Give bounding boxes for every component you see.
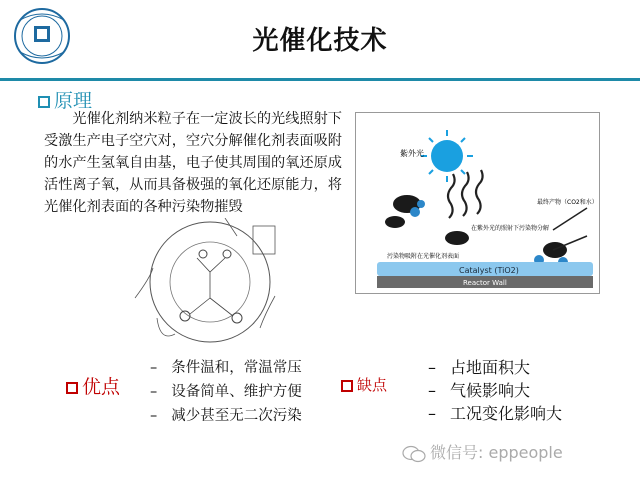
advantages-list — [150, 356, 302, 428]
adsorbed-label: 污染物吸附在光催化剂表面 — [387, 253, 460, 260]
list-item: – 占地面积大 — [428, 356, 562, 379]
disadvantages-heading — [341, 374, 387, 395]
wall-label: Reactor Wall — [463, 279, 507, 287]
disadvantages-label: 缺点 — [357, 376, 388, 394]
catalyst-label: Catalyst (TiO2) — [459, 266, 519, 275]
square-bullet-icon — [341, 380, 353, 392]
list-item: – 设备简单、维护方便 — [150, 380, 302, 404]
watermark — [402, 440, 563, 463]
watermark-text: 微信号: eppeople — [430, 443, 563, 462]
list-item: – 工况变化影响大 — [428, 402, 562, 425]
principle-paragraph: 光催化剂纳米粒子在一定波长的光线照射下受激生产电子空穴对，空穴分解催化剂表面吸附的水产生氢氧自由基，电子使其周围的氧还原成活性离子氧，从而具备极强的氧化还原能力，将光催化剂表面的各种污染物摧毁 — [44, 111, 342, 215]
disadvantages-list — [428, 356, 562, 425]
list-item: – 条件温和，常温常压 — [150, 356, 302, 380]
advantages-heading — [66, 372, 120, 399]
square-bullet-icon — [38, 96, 50, 108]
principle-label: 原理 — [54, 90, 93, 112]
reactor-illustration — [355, 112, 600, 294]
mechanism-diagram — [115, 218, 355, 346]
irradiated-label: 在紫外光的照射下污染物分解 — [471, 225, 550, 232]
advantages-label: 优点 — [82, 376, 121, 398]
wechat-icon — [402, 445, 426, 463]
list-item: – 减少甚至无二次污染 — [150, 404, 302, 428]
page-title: 光催化技术 — [252, 26, 388, 56]
product-label: 最终产物（CO2和水） — [537, 199, 598, 206]
square-bullet-icon — [66, 382, 78, 394]
list-item: – 气候影响大 — [428, 379, 562, 402]
title-divider — [0, 78, 640, 81]
uv-label: 紫外光 — [400, 149, 424, 158]
